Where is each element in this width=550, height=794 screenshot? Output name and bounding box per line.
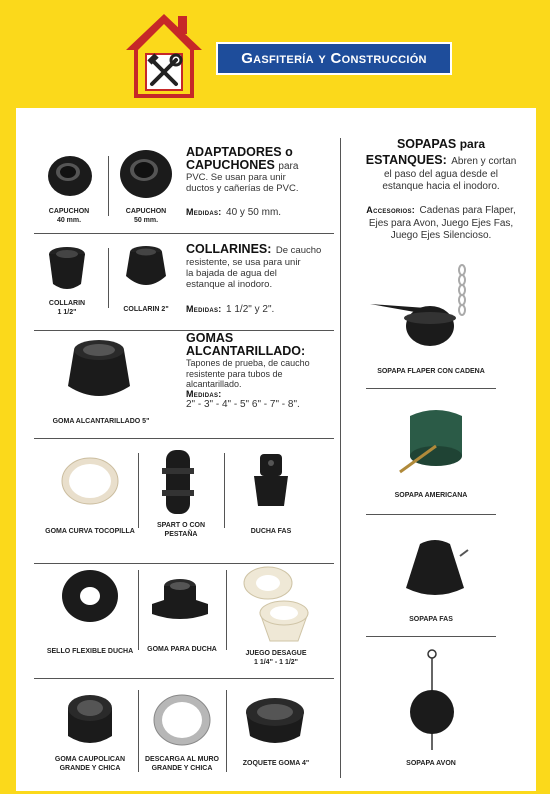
collarines-block: COLLARINES: De caucho resistente, se usa para unir la bajada de agua del estanque al inodoro. Medidas: 1 1/2" y 2". [186,242,322,315]
item-caption: GOMA CURVA TOCOPILLA [45,528,135,535]
item-caption: GOMA ALCANTARILLADO 5" [52,418,150,425]
item-caption: SPART O CON PESTAÑA [156,522,206,538]
item-caption: GOMA CAUPOLICAN GRANDE Y CHICA [54,756,126,772]
goma-curva-tocopilla-image [58,453,122,509]
item-caption: SOPAPA FLAPER CON CADENA [377,368,485,375]
item-caption: DUCHA FAS [250,528,292,535]
item-caption: COLLARIN 2" [123,306,169,313]
item-caption: SOPAPA AVON [406,760,456,767]
accessories-label: Accesorios: [366,205,416,216]
divider [224,453,225,528]
divider [108,248,109,308]
sello-flexible-ducha-image [60,568,120,624]
goma-para-ducha-image [148,574,212,624]
divider [138,690,139,772]
section-title: COLLARINES: [186,242,272,256]
item-caption: JUEGO DESAGUE 1 1/4" - 1 1/2" [245,650,307,666]
item-caption: DESCARGA AL MURO GRANDE Y CHICA [144,756,220,772]
divider [138,453,139,528]
item-caption: SOPAPA AMERICANA [394,492,468,499]
measures-value: 40 y 50 mm. [226,207,282,219]
column-divider [340,138,341,778]
measures-label: Medidas: [186,303,222,314]
item-caption: GOMA PARA DUCHA [147,646,217,653]
item-caption: ZOQUETE GOMA 4" [242,760,310,767]
sopapas-block: SOPAPAS para ESTANQUES: Abren y cortan el paso del agua desde el estanque hacia el inodoro. Accesorios: Cadenas para Flaper, Ejes para Avon, Juego Ejes Fas, Juego Ejes Silencioso. [346,138,536,241]
goma-caupolican-image [62,686,118,750]
section-title: ADAPTADORES o [186,145,293,159]
measures-value: 1 1/2" y 2". [226,303,275,315]
divider [34,678,334,679]
sopapa-avon-image [402,646,462,754]
item-caption: CAPUCHON 40 mm. [48,208,90,224]
spart-o-con-pestana-image [160,446,196,518]
divider [34,438,334,439]
capuchon-40-image [46,150,94,198]
divider [366,514,496,515]
house-tools-icon [124,10,204,102]
measures-label: Medidas: [186,207,222,218]
gomas-block: GOMAS ALCANTARILLADO: Tapones de prueba, de caucho resistente para tubos de alcantarillado. Medidas: 2" - 3" - 4" - 5" 6" - 7" - 8". [186,332,336,410]
item-caption: CAPUCHON 50 mm. [125,208,167,224]
descarga-al-muro-image [152,690,212,748]
sopapa-americana-image [396,406,476,476]
divider [34,233,334,234]
divider [366,388,496,389]
divider [226,690,227,772]
collarin-1-1-2-image [42,244,92,294]
collarin-2-image [118,240,174,296]
section-title: GOMAS [186,331,234,345]
measures-value: 2" - 3" - 4" - 5" 6" - 7" - 8". [186,399,300,411]
zoquete-goma-image [240,692,310,748]
divider [138,570,139,650]
measures-label: Medidas: [186,389,222,400]
section-title: SOPAPAS para [396,137,486,151]
sopapa-fas-image [400,536,470,604]
divider [34,330,334,331]
item-caption: SOPAPA FAS [409,616,453,623]
divider [108,156,109,216]
brand-title: Gasfitería y Construcción [216,42,452,75]
adaptadores-block: ADAPTADORES o CAPUCHONES para PVC. Se usan para unir ductos y cañerías de PVC. Medidas: 40 y 50 mm. [186,146,336,220]
catalog-sheet [16,108,536,791]
juego-desague-image [236,563,316,647]
divider [226,570,227,650]
header [0,0,550,108]
divider [366,636,496,637]
item-caption: SELLO FLEXIBLE DUCHA [46,648,134,655]
capuchon-50-image [118,144,174,200]
section-description: PVC. Se usan para unir [186,171,286,183]
ducha-fas-image [248,452,294,510]
sopapa-flaper-image [366,264,496,354]
item-caption: COLLARIN 1 1/2" [48,300,86,316]
goma-alcantarillado-image [64,336,134,402]
